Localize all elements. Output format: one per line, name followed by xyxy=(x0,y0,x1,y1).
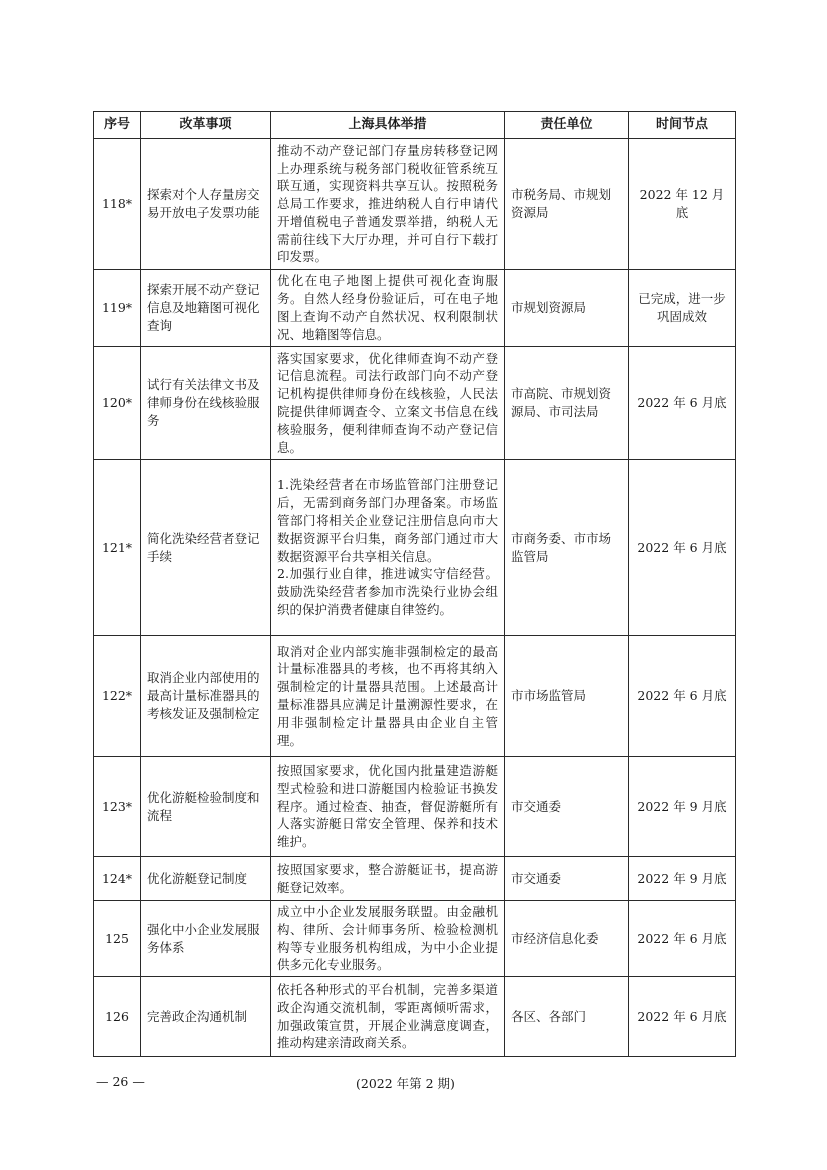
row-responsible-unit: 市交通委 xyxy=(505,757,629,857)
row-reform-item: 优化游艇登记制度 xyxy=(141,857,271,901)
row-time-node: 2022 年 6 月底 xyxy=(629,901,736,977)
row-measure: 依托各种形式的平台机制，完善多渠道政企沟通交流机制，零距离倾听需求，加强政策宣贯，开展企业满意度调查，推动构建亲清政商关系。 xyxy=(271,977,505,1057)
row-measure: 按照国家要求，整合游艇证书，提高游艇登记效率。 xyxy=(271,857,505,901)
row-reform-item: 简化洗染经营者登记手续 xyxy=(141,460,271,636)
row-reform-item: 强化中小企业发展服务体系 xyxy=(141,901,271,977)
row-responsible-unit: 市市场监管局 xyxy=(505,636,629,757)
row-serial-no: 123* xyxy=(94,757,141,857)
measure-point-2: 2.加强行业自律，推进诚实守信经营。鼓励洗染经营者参加市洗染行业协会组织的保护消费者健康自律签约。 xyxy=(277,566,498,617)
row-responsible-unit: 各区、各部门 xyxy=(505,977,629,1057)
row-serial-no: 121* xyxy=(94,460,141,636)
issue-label: (2022 年第 2 期) xyxy=(356,1076,455,1091)
table-row xyxy=(94,901,736,977)
row-responsible-unit: 市商务委、市市场监管局 xyxy=(505,460,629,636)
row-measure: 取消对企业内部实施非强制检定的最高计量标准器具的考核，也不再将其纳入强制检定的计量器具范围。上述最高计量标准器具应满足计量溯源性要求，在用非强制检定计量器具由企业自主管理。 xyxy=(271,636,505,757)
row-time-node: 2022 年 6 月底 xyxy=(629,347,736,460)
row-time-node: 2022 年 12 月底 xyxy=(629,139,736,270)
row-time-node: 2022 年 9 月底 xyxy=(629,757,736,857)
row-measure: 按照国家要求，优化国内批量建造游艇型式检验和进口游艇国内检验证书换发程序。通过检查、抽查，督促游艇所有人落实游艇日常安全管理、保养和技术维护。 xyxy=(271,757,505,857)
row-serial-no: 126 xyxy=(94,977,141,1057)
row-measure: 优化在电子地图上提供可视化查询服务。自然人经身份验证后，可在电子地图上查询不动产自然状况、权利限制状况、地籍图等信息。 xyxy=(271,270,505,347)
header-reform-item: 改革事项 xyxy=(141,112,271,139)
row-reform-item: 优化游艇检验制度和流程 xyxy=(141,757,271,857)
row-reform-item: 探索对个人存量房交易开放电子发票功能 xyxy=(141,139,271,270)
row-responsible-unit: 市高院、市规划资源局、市司法局 xyxy=(505,347,629,460)
row-reform-item: 完善政企沟通机制 xyxy=(141,977,271,1057)
row-measure: 落实国家要求，优化律师查询不动产登记信息流程。司法行政部门向不动产登记机构提供律师身份在线核验，人民法院提供律师调查令、立案文书信息在线核验服务，便利律师查询不动产登记信息。 xyxy=(271,347,505,460)
row-measure: 成立中小企业发展服务联盟。由金融机构、律所、会计师事务所、检验检测机构等专业服务机构组成，为中小企业提供多元化专业服务。 xyxy=(271,901,505,977)
row-time-node: 已完成，进一步巩固成效 xyxy=(629,270,736,347)
row-reform-item: 试行有关法律文书及律师身份在线核验服务 xyxy=(141,347,271,460)
row-measure: 推动不动产登记部门存量房转移登记网上办理系统与税务部门税收征管系统互联互通，实现资料共享互认。按照税务总局工作要求，推进纳税人自行申请代开增值税电子普通发票举措，纳税人无需前往线下大厅办理，并可自行下载打印发票。 xyxy=(271,139,505,270)
row-responsible-unit: 市交通委 xyxy=(505,857,629,901)
row-reform-item: 探索开展不动产登记信息及地籍图可视化查询 xyxy=(141,270,271,347)
header-shanghai-measures: 上海具体举措 xyxy=(271,112,505,139)
row-serial-no: 125 xyxy=(94,901,141,977)
table-row xyxy=(94,347,736,460)
row-serial-no: 120* xyxy=(94,347,141,460)
row-responsible-unit: 市税务局、市规划资源局 xyxy=(505,139,629,270)
table-header-row xyxy=(94,112,736,139)
table-row xyxy=(94,757,736,857)
header-responsible-unit: 责任单位 xyxy=(505,112,629,139)
row-responsible-unit: 市经济信息化委 xyxy=(505,901,629,977)
row-serial-no: 122* xyxy=(94,636,141,757)
measure-point-1: 1.洗染经营者在市场监管部门注册登记后，无需到商务部门办理备案。市场监管部门将相关企业登记注册信息向市大数据资源平台归集，商务部门通过市大数据资源平台共享相关信息。 xyxy=(277,477,498,564)
row-time-node: 2022 年 9 月底 xyxy=(629,857,736,901)
table-row xyxy=(94,977,736,1057)
table-row xyxy=(94,857,736,901)
row-reform-item: 取消企业内部使用的最高计量标准器具的考核发证及强制检定 xyxy=(141,636,271,757)
header-time-node: 时间节点 xyxy=(629,112,736,139)
table-row xyxy=(94,139,736,270)
row-serial-no: 124* xyxy=(94,857,141,901)
row-time-node: 2022 年 6 月底 xyxy=(629,977,736,1057)
table-row xyxy=(94,636,736,757)
row-serial-no: 119* xyxy=(94,270,141,347)
row-serial-no: 118* xyxy=(94,139,141,270)
row-measure xyxy=(271,460,505,636)
reform-measures-table xyxy=(93,111,736,1057)
row-time-node: 2022 年 6 月底 xyxy=(629,636,736,757)
table-row xyxy=(94,270,736,347)
page-number: — 26 — xyxy=(96,1074,145,1089)
row-responsible-unit: 市规划资源局 xyxy=(505,270,629,347)
header-serial-no: 序号 xyxy=(94,112,141,139)
row-time-node: 2022 年 6 月底 xyxy=(629,460,736,636)
table-row xyxy=(94,460,736,636)
